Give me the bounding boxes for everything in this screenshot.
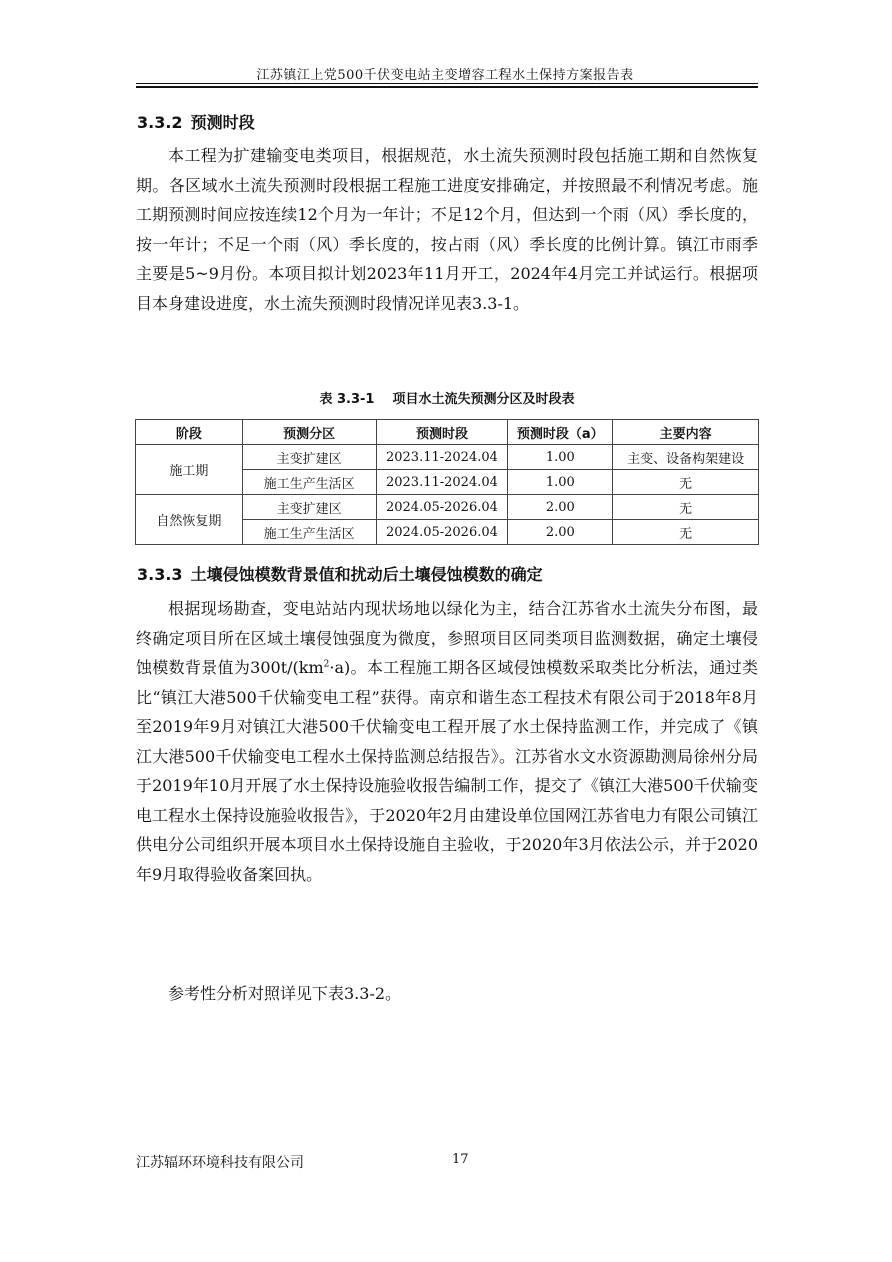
section-heading-3-3-3 bbox=[137, 562, 543, 585]
years-cell: 1.00 bbox=[508, 445, 613, 470]
header-divider bbox=[136, 83, 758, 88]
page-number: 17 bbox=[452, 1152, 469, 1167]
paragraph-text: ·a)。本工程施工期各区域侵蚀模数采取类比分析法，通过类比“镇江大港500千伏输变电工程”获得。南京和谐生态工程技术有限公司于2018年8月至2019年9月对镇江大港500千伏输变电工程开展了水土保持监测工作，并完成了《镇江大港500千伏输变电工程水土保持监测总结报告》。江苏省水文水资源勘测局徐州分局于2019年10月开展了水土保持设施验收报告编制工作，提交了《镇江大港500千伏输变电工程水土保持设施验收报告》，于2020年2月由建设单位国网江苏省电力有限公司镇江供电分公司组织开展本项目水土保持设施自主验收，于2020年3月依法公示，并于2020年9月取得验收备案回执。 bbox=[136, 658, 758, 884]
zone-cell: 主变扩建区 bbox=[242, 445, 376, 470]
section-heading-3-3-2 bbox=[137, 110, 255, 133]
stage-cell: 自然恢复期 bbox=[136, 495, 243, 545]
reference-paragraph: 参考性分析对照详见下表3.3-2。 bbox=[168, 984, 402, 1003]
section-title: 土壤侵蚀模数背景值和扰动后土壤侵蚀模数的确定 bbox=[190, 565, 543, 584]
period-cell: 2023.11-2024.04 bbox=[376, 445, 508, 470]
section-paragraph bbox=[136, 594, 758, 889]
column-header: 预测时段 bbox=[376, 420, 508, 445]
content-cell: 主变、设备构架建设 bbox=[613, 445, 759, 470]
years-cell: 1.00 bbox=[508, 470, 613, 495]
superscript: 2 bbox=[323, 659, 330, 670]
period-cell: 2024.05-2026.04 bbox=[376, 520, 508, 545]
footer-company: 江苏辐环环境科技有限公司 bbox=[136, 1155, 304, 1171]
content-cell: 无 bbox=[613, 470, 759, 495]
section-number: 3.3.2 bbox=[137, 113, 183, 132]
zone-cell: 施工生产生活区 bbox=[242, 470, 376, 495]
content-cell: 无 bbox=[613, 495, 759, 520]
table-caption-number: 表 3.3-1 bbox=[319, 392, 375, 407]
table-row bbox=[136, 495, 759, 520]
years-cell: 2.00 bbox=[508, 520, 613, 545]
section-paragraph: 本工程为扩建输变电类项目，根据规范，水土流失预测时段包括施工期和自然恢复期。各区域水土流失预测时段根据工程施工进度安排确定，并按照最不利情况考虑。施工期预测时间应按连续12个月为一年计；不足12个月，但达到一个雨（风）季长度的，按一年计；不足一个雨（风）季长度的，按占雨（风）季长度的比例计算。镇江市雨季主要是5~9月份。本项目拟计划2023年11月开工，2024年4月完工并试运行。根据项目本身建设进度，水土流失预测时段情况详见表3.3-1。 bbox=[136, 146, 758, 313]
column-header: 阶段 bbox=[136, 420, 243, 445]
section-number: 3.3.3 bbox=[137, 565, 183, 584]
paragraph-text: 根据现场勘查，变电站站内现状场地以绿化为主，结合江苏省水土流失分布图，最终确定项目所在区域土壤侵蚀强度为微度，参照项目区同类项目监测数据，确定土壤侵蚀模数背景值为300t/(km bbox=[136, 599, 758, 677]
table-row bbox=[136, 445, 759, 470]
table-caption bbox=[136, 388, 758, 407]
zone-cell: 主变扩建区 bbox=[242, 495, 376, 520]
stage-cell: 施工期 bbox=[136, 445, 243, 495]
table-header-row bbox=[136, 420, 759, 445]
column-header: 预测分区 bbox=[242, 420, 376, 445]
column-header: 主要内容 bbox=[613, 420, 759, 445]
content-cell: 无 bbox=[613, 520, 759, 545]
table-caption-title: 项目水土流失预测分区及时段表 bbox=[392, 392, 575, 407]
column-header: 预测时段（a） bbox=[508, 420, 613, 445]
zone-cell: 施工生产生活区 bbox=[242, 520, 376, 545]
period-cell: 2023.11-2024.04 bbox=[376, 470, 508, 495]
prediction-period-table bbox=[135, 419, 759, 545]
document-title: 江苏镇江上党500千伏变电站主变增容工程水土保持方案报告表 bbox=[256, 68, 634, 83]
period-cell: 2024.05-2026.04 bbox=[376, 495, 508, 520]
years-cell: 2.00 bbox=[508, 495, 613, 520]
section-title: 预测时段 bbox=[190, 113, 255, 132]
